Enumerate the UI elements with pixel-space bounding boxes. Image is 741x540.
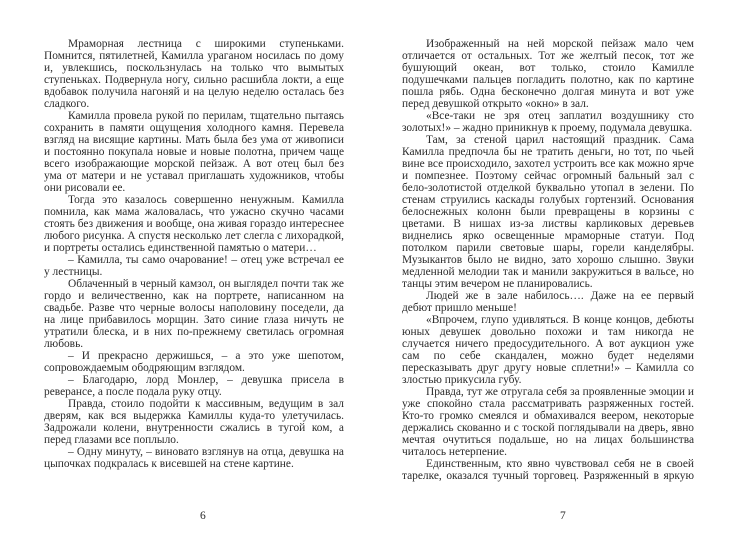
paragraph: – Камилла, ты само очарование! – отец уже встречал ее у лестницы. (44, 254, 344, 278)
paragraph: Мраморная лестница с широкими ступеньками. Помнится, пятилетней, Камилла ураганом носилась по дому и, увлекшись, поскользнулась на только что вымытых ступеньках. Подвернула ногу, сильно расшибла локти, а еще вдобавок получила нагоняй и на целую неделю осталась без сладкого. (44, 38, 344, 110)
paragraph: Там, за стеной царил настоящий праздник. Сама Камилла предпочла бы не тратить деньги, но тот, по чьей вине все происходило, захотел устроить все как можно ярче и помпезнее. Поэтому сейчас огромный бальный зал с бело-золотистой отделкой буквально утопал в зелени. По стенам струились каскады голубых гортензий. Основания белоснежных колонн были превращены в корзины с цветами. В нишах из-за листвы карликовых деревьев виднелись ярко освещенные мраморные статуи. Под потолком парили световые шары, горели канделябры. Музыкантов было не видно, зато хорошо слышно. Звуки медленной мелодии так и манили закружиться в вальсе, но танцы этим вечером не планировались. (402, 134, 694, 290)
paragraph: Изображенный на ней морской пейзаж мало чем отличается от остальных. Тот же желтый песок, тот же бушующий океан, вот только, стоило Камилле подушечками пальцев погладить полотно, как по картине пошла рябь. Одна бесконечно долгая минута и вот уже перед девушкой открыто «окно» в зал. (402, 38, 694, 110)
paragraph: Правда, стоило подойти к массивным, ведущим в зал дверям, как вся выдержка Камиллы куда-то улетучилась. Задрожали колени, внутренности сжались в тугой ком, а перед глазами все поплыло. (44, 398, 344, 446)
paragraph: – Одну минуту, – виновато взглянув на отца, девушка на цыпочках подкралась к висевшей на стене картине. (44, 446, 344, 470)
left-page (44, 38, 344, 470)
paragraph: «Впрочем, глупо удивляться. В конце концов, дебюты юных девушек довольно похожи и там никогда не случается ничего предосудительного. А вот аукцион уже сам по себе скандален, можно будет неделями пересказывать друг другу новые сплетни!» – Камилла со злостью прикусила губу. (402, 314, 694, 386)
paragraph: Людей же в зале набилось…. Даже на ее первый дебют пришло меньше! (402, 290, 694, 314)
paragraph: Тогда это казалось совершенно ненужным. Камилла помнила, как мама жаловалась, что ужасно скучно часами стоять без движения и вообще, она живая гораздо интереснее любого рисунка. А спустя несколько лет слегла с лихорадкой, и портреты остались единственной памятью о матери… (44, 194, 344, 254)
paragraph: «Все-таки не зря отец заплатил воздушнику сто золотых!» – жадно приникнув к проему, подумала девушка. (402, 110, 694, 134)
page-number-left: 6 (200, 510, 206, 522)
paragraph: Облаченный в черный камзол, он выглядел почти так же гордо и величественно, как на портрете, написанном на свадьбе. Разве что черные волосы наполовину поседели, да на лице прибавилось морщин. Зато синие глаза ничуть не утратили блеска, и в них по-прежнему светилась огромная любовь. (44, 278, 344, 350)
right-page (402, 38, 694, 482)
page-number-right: 7 (560, 510, 566, 522)
paragraph: Правда, тут же отругала себя за проявленные эмоции и уже спокойно стала рассматривать разряженных гостей. Кто-то громко смеялся и обмахивался веером, некоторые держались скованно и с тоской поглядывали на дверь, явно мечтая очутиться подальше, но на лицах большинства читалось нетерпение. (402, 386, 694, 458)
paragraph: Единственным, кто явно чувствовал себя не в своей тарелке, оказался тучный торговец. Разряженный в яркую (402, 458, 694, 482)
paragraph: – Благодарю, лорд Монлер, – девушка присела в реверансе, а после подала руку отцу. (44, 374, 344, 398)
paragraph: Камилла провела рукой по перилам, тщательно пытаясь сохранить в памяти ощущения холодного камня. Перевела взгляд на висящие картины. Мать была без ума от живописи и постоянно покупала новые и новые полотна, причем чаще всего изображающие морской пейзаж. А вот отец был без ума от матери и не уставал приглашать художников, чтобы они рисовали ее. (44, 110, 344, 194)
paragraph: – И прекрасно держишься, – а это уже шепотом, сопровождаемым ободряющим взглядом. (44, 350, 344, 374)
